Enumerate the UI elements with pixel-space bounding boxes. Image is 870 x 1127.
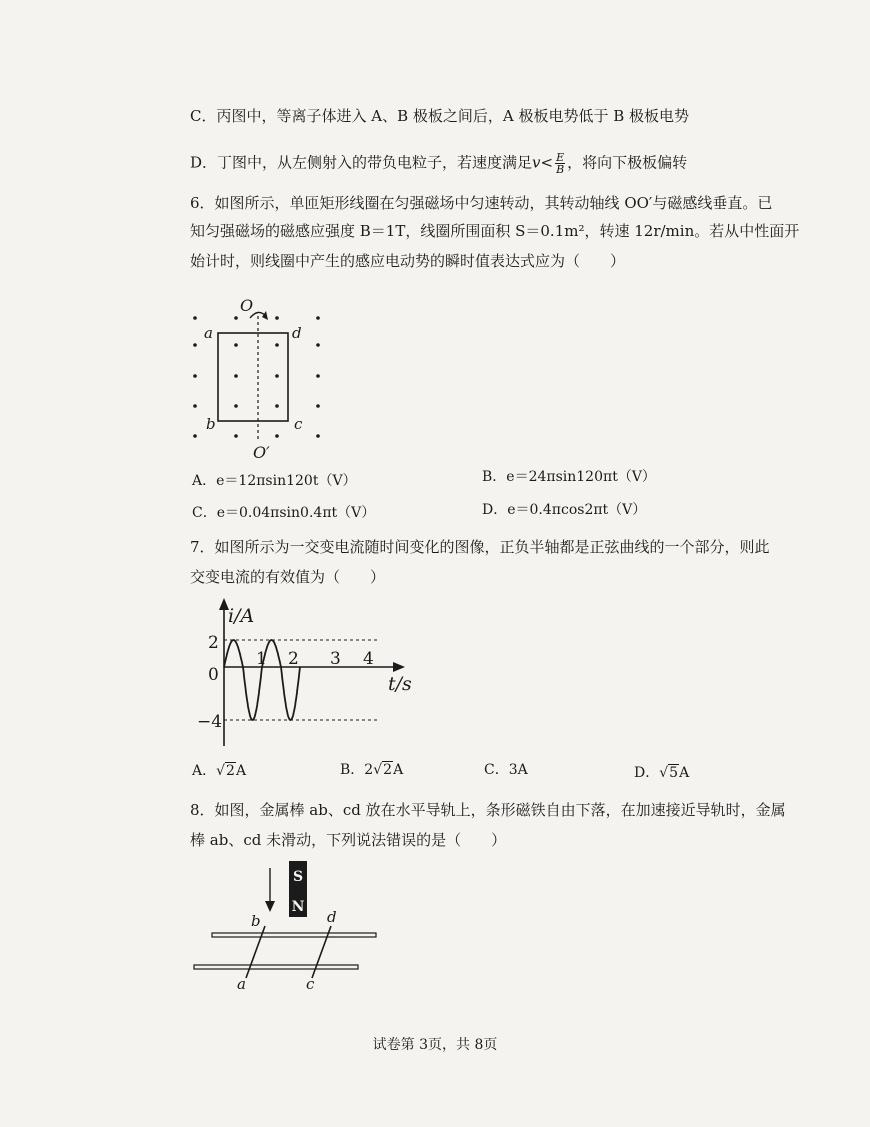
page-footer: 试卷第 3页，共 8页 bbox=[372, 1037, 498, 1053]
q6-stem-line1: 6．如图所示，单匝矩形线圈在匀强磁场中匀速转动，其转动轴线 OO′与磁感线垂直。已 bbox=[190, 194, 773, 212]
magnet-s-label: S bbox=[292, 869, 304, 885]
label-o: O bbox=[240, 296, 254, 315]
q6-option-b[interactable]: B．e＝24πsin120πt（V） bbox=[482, 469, 656, 485]
y-tick-label-2: 2 bbox=[208, 633, 219, 653]
rod-cd bbox=[312, 926, 331, 978]
x-axis-label: t/s bbox=[388, 673, 412, 695]
q5-option-d: D．丁图中，从左侧射入的带负电粒子，若速度满足v< $\frac{E}{B}$ ，将向下极板偏转 bbox=[190, 151, 688, 176]
magnet-n-label: N bbox=[291, 899, 305, 915]
x-tick-label-4: 4 bbox=[363, 649, 374, 669]
q8-stem-line2: 棒 ab、cd 未滑动，下列说法错误的是（ ） bbox=[190, 831, 507, 849]
label-b: b bbox=[251, 912, 261, 930]
x-tick-label-3: 3 bbox=[330, 649, 341, 669]
down-arrow-icon bbox=[265, 901, 275, 912]
label-c: c bbox=[294, 415, 303, 433]
label-d: d bbox=[327, 908, 337, 926]
q6-stem-line3: 始计时，则线圈中产生的感应电动势的瞬时值表达式应为（ ） bbox=[190, 252, 626, 270]
label-o-prime: O′ bbox=[253, 443, 270, 462]
label-d: d bbox=[292, 324, 302, 342]
x-tick-label-1: 1 bbox=[256, 649, 267, 669]
q6-option-c[interactable]: C．e＝0.04πsin0.4πt（V） bbox=[192, 505, 376, 521]
rod-ab bbox=[246, 926, 265, 978]
y-tick-label-0: 0 bbox=[208, 665, 219, 685]
q7-option-d[interactable]: D．√5A bbox=[634, 765, 690, 781]
lower-rail bbox=[194, 965, 358, 969]
x-tick-label-2: 2 bbox=[288, 649, 299, 669]
q8-stem-line1: 8．如图，金属棒 ab、cd 放在水平导轨上，条形磁铁自由下落，在加速接近导轨时，金属 bbox=[190, 801, 786, 819]
label-a: a bbox=[237, 975, 246, 993]
y-axis-label: i/A bbox=[228, 605, 255, 627]
label-a: a bbox=[204, 324, 213, 342]
label-b: b bbox=[206, 415, 216, 433]
q7-option-b[interactable]: B．2√2A bbox=[340, 762, 404, 778]
q7-stem-line2: 交变电流的有效值为（ ） bbox=[190, 568, 386, 586]
fraction-e-over-b: $\frac{E}{B}$ bbox=[556, 151, 565, 176]
upper-rail bbox=[212, 933, 376, 937]
label-c: c bbox=[306, 975, 315, 993]
q6-option-d[interactable]: D．e＝0.4πcos2πt（V） bbox=[482, 502, 647, 518]
y-tick-label-neg4: −4 bbox=[197, 712, 223, 732]
q7-stem-line1: 7．如图所示为一交变电流随时间变化的图像，正负半轴都是正弦曲线的一个部分，则此 bbox=[190, 538, 770, 556]
q5-option-c: C．丙图中，等离子体进入 A、B 极板之间后，A 极板电势低于 B 极板电势 bbox=[190, 107, 690, 125]
q7-option-c[interactable]: C．3A bbox=[484, 762, 528, 778]
q6-stem-line2: 知匀强磁场的磁感应强度 B＝1T，线圈所围面积 S＝0.1m²，转速 12r/min。若从中性面开 bbox=[190, 222, 800, 240]
q6-option-a[interactable]: A．e＝12πsin120t（V） bbox=[192, 473, 357, 489]
q7-option-a[interactable]: A．√2A bbox=[192, 763, 247, 779]
